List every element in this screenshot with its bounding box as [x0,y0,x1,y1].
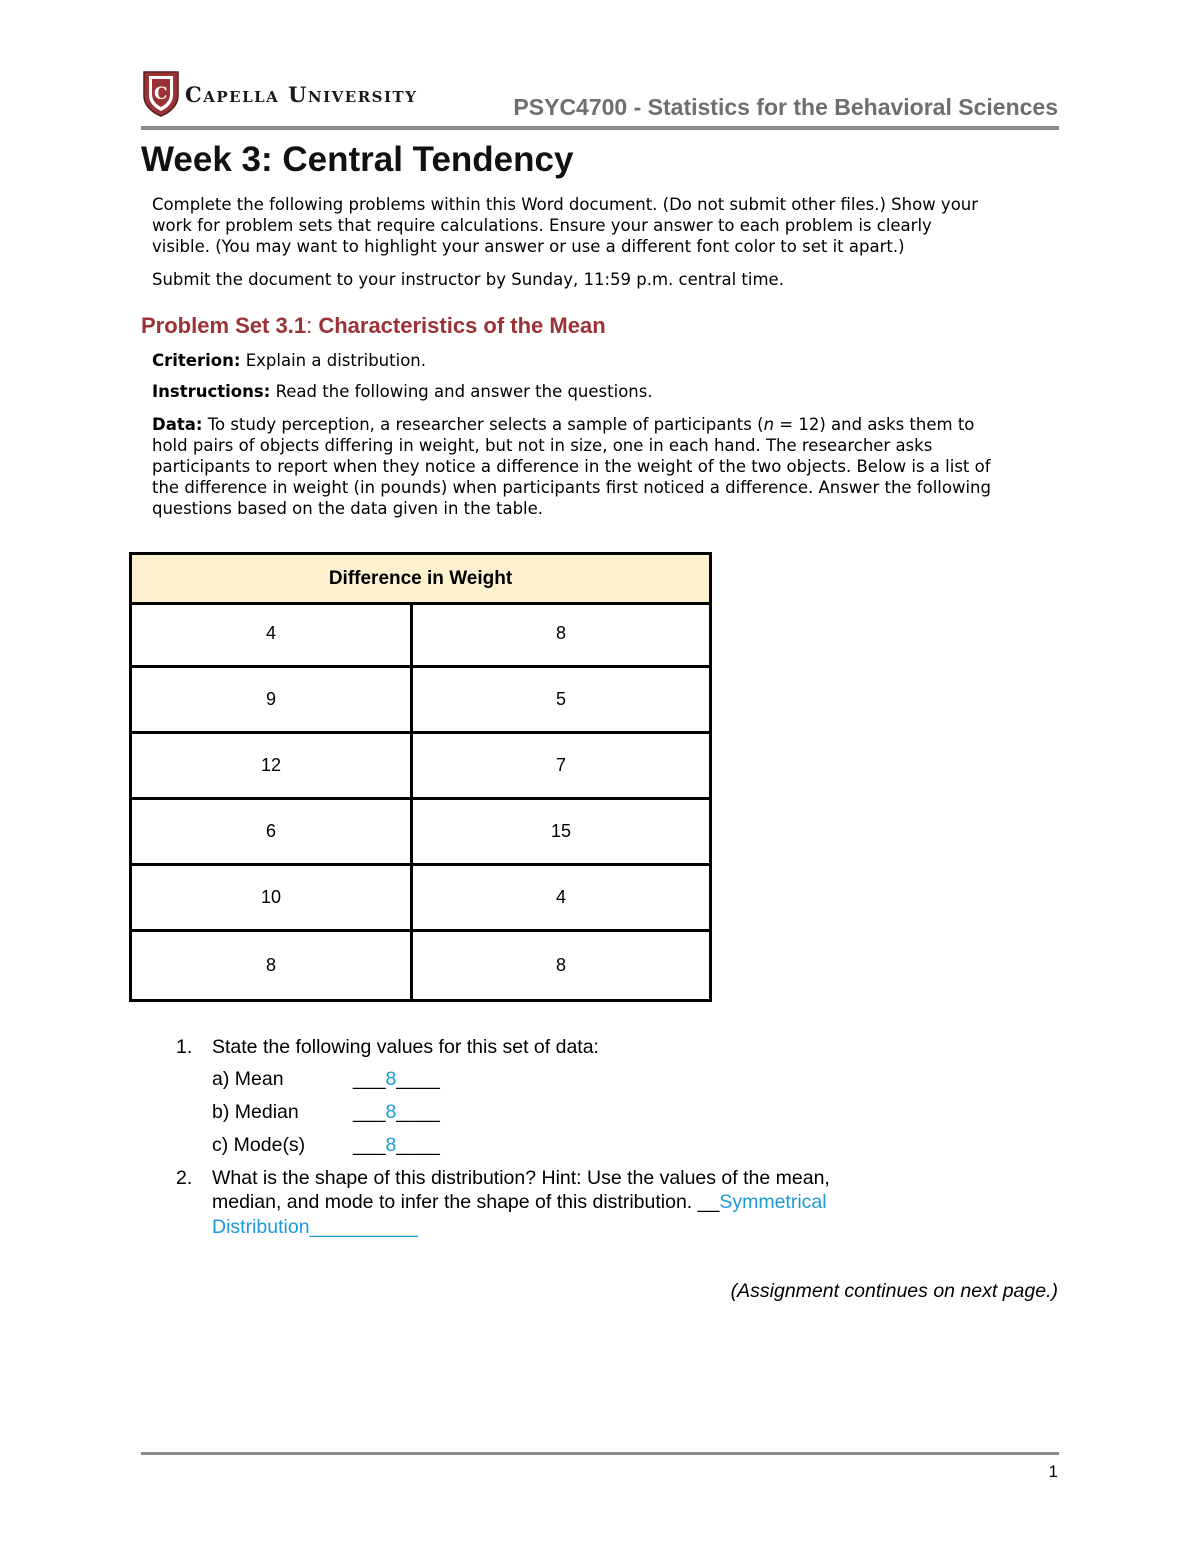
blank: ___ [353,1068,386,1090]
data-line: participants to report when they notice a difference in the weight of the two objects. Below is a list of [152,457,991,476]
table-row [132,734,709,800]
page-title: Week 3: Central Tendency [141,140,574,179]
problem-set-name: Characteristics of the Mean [318,313,606,338]
table-cell: 6 [132,800,413,863]
question-2-text: median, and mode to infer the shape of this distribution. __ [212,1191,720,1213]
intro-line: work for problem sets that require calculations. Ensure your answer to each problem is clearly [152,216,932,235]
table-cell: 9 [132,668,413,731]
mean-label: a) Mean [212,1068,284,1090]
table-cell: 7 [555,755,566,775]
mode-value: 8 [385,1134,397,1156]
intro-paragraph [152,194,1062,257]
shape-answer: Symmetrical [719,1191,827,1213]
table-cell: 8 [555,623,566,643]
data-line: the difference in weight (in pounds) when participants first noticed a difference. Answer the following [152,478,991,497]
question-1-text: State the following values for this set of data: [212,1036,599,1058]
course-title: PSYC4700 - Statistics for the Behavioral Sciences [513,94,1058,120]
median-label: b) Median [212,1101,299,1123]
data-text: = 12) and asks them to [779,415,975,434]
data-label: Data: [152,415,203,434]
table-cell: 5 [555,689,566,709]
blank: ____ [396,1134,440,1156]
blank: ____ [396,1101,440,1123]
continues-note: (Assignment continues on next page.) [730,1280,1058,1302]
data-text: To study perception, a researcher selects a sample of participants ( [207,415,764,434]
blank: ___ [353,1134,386,1156]
table-cell: 4 [555,887,566,907]
logo-text: Capella University [185,82,418,107]
criterion [152,350,1062,371]
criterion-label: Criterion: [152,351,241,370]
median-value: 8 [385,1101,397,1123]
mode-answer [353,1133,440,1157]
question-2-number: 2. [176,1167,193,1189]
blank: ____ [396,1068,440,1090]
problem-set-number: Problem Set 3.1 [141,313,307,338]
data-paragraph [152,414,1062,519]
data-line [152,414,1062,435]
question-2-line: What is the shape of this distribution? Hint: Use the values of the mean, [212,1167,830,1189]
data-line: questions based on the data given in the table. [152,499,544,518]
heading-separator: : [306,313,313,338]
data-line: hold pairs of objects differing in weight, but not in size, one in each hand. The researcher asks [152,436,933,455]
table-cell: 4 [132,602,413,665]
blank: ___ [353,1101,386,1123]
capella-logo [141,70,451,118]
table-cell: 10 [132,866,413,929]
header-rule [141,126,1059,130]
weight-table [129,552,712,1002]
mean-answer [353,1067,440,1091]
table-cell: 15 [550,821,572,841]
intro-line: visible. (You may want to highlight your answer or use a different font color to set it apart.) [152,237,905,256]
table-cell: 8 [132,932,413,999]
median-answer [353,1100,440,1124]
table-cell: 8 [555,955,566,975]
table-row [132,602,709,668]
table-row [132,668,709,734]
footer-rule [141,1452,1059,1455]
instructions [152,381,1062,402]
mean-value: 8 [385,1068,397,1090]
submit-instruction: Submit the document to your instructor by Sunday, 11:59 p.m. central time. [152,270,784,289]
criterion-text: Explain a distribution. [245,351,426,370]
page-number: 1 [1048,1462,1058,1481]
intro-line: Complete the following problems within this Word document. (Do not submit other files.) Show your [152,195,979,214]
question-2-line [212,1190,827,1214]
question-1-number: 1. [176,1036,193,1058]
instructions-label: Instructions: [152,382,271,401]
question-2-line [212,1215,418,1239]
table-row [132,932,709,999]
table-row [132,800,709,866]
table-row [132,866,709,932]
table-cell: 12 [132,734,413,797]
table-header: Difference in Weight [132,555,709,605]
data-n: n [763,415,775,434]
blank: __________ [309,1216,418,1238]
instructions-text: Read the following and answer the questions. [275,382,653,401]
mode-label: c) Mode(s) [212,1134,306,1156]
shape-answer-cont: Distribution [212,1216,310,1238]
logo-initial: C [154,84,168,104]
problem-set-heading [141,313,606,339]
